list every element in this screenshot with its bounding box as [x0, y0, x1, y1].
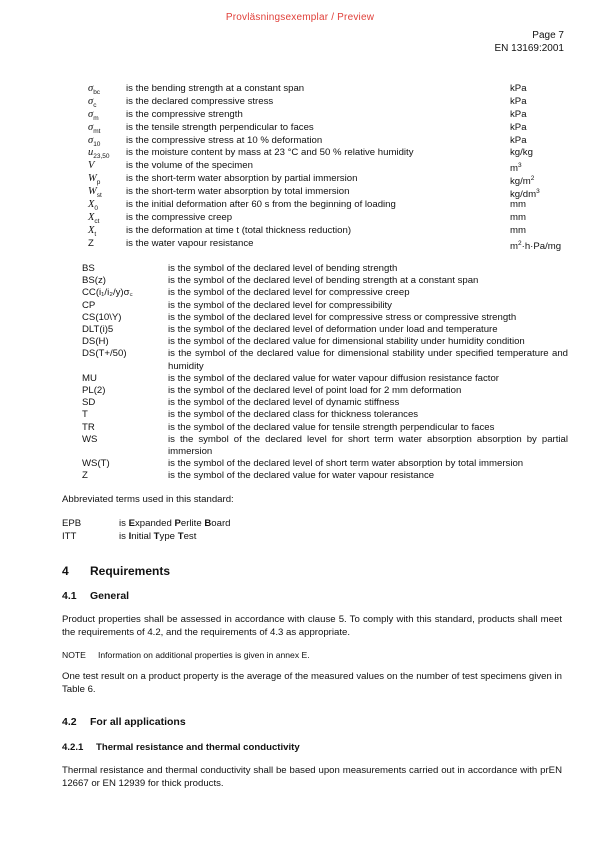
- symbol-unit: [510, 83, 527, 96]
- symbol-row: [88, 83, 568, 96]
- note-label: NOTE: [62, 650, 86, 660]
- symbol-letter: X: [88, 224, 95, 236]
- standard-id: EN 13169:2001: [494, 43, 564, 54]
- paragraph-test-result: One test result on a product property is the average of the measured values on the number of test specimens given in Table 6.: [62, 671, 562, 695]
- symbol-row: [88, 109, 568, 122]
- term-initial: B: [204, 518, 212, 529]
- term-definition: [119, 531, 196, 544]
- level-row: [82, 385, 568, 397]
- section-4-2-heading: [62, 716, 186, 728]
- level-row: [82, 300, 568, 312]
- level-abbreviation: TR: [82, 421, 95, 433]
- level-row: [82, 397, 568, 409]
- level-abbreviation: DS(H): [82, 336, 109, 348]
- symbol-unit: [510, 135, 527, 148]
- level-description: is the symbol of the declared level of point load for 2 mm deformation: [168, 385, 462, 397]
- level-row: [82, 287, 568, 299]
- section-number: 4: [62, 564, 69, 578]
- level-description: is the symbol of the declared class for thickness tolerances: [168, 409, 419, 421]
- term-initial: T: [153, 530, 160, 542]
- section-number: 4.1: [62, 590, 77, 602]
- unit-exponent: 2: [518, 239, 522, 247]
- symbol-letter: u: [88, 147, 94, 159]
- level-row: [82, 373, 568, 385]
- level-row: [82, 458, 568, 470]
- symbol-letter: W: [88, 186, 97, 198]
- symbol-unit: [510, 199, 526, 212]
- symbol-letter: σ: [88, 83, 94, 94]
- term-rest: oard: [211, 518, 231, 529]
- symbol-letter: σ: [88, 134, 94, 146]
- symbol-letter: σ: [88, 108, 94, 120]
- level-description: is the symbol of the declared level for compressive stress or compressive strength: [168, 311, 517, 323]
- symbol-letter: σ: [88, 95, 94, 107]
- level-description: is the symbol of the declared value for tensile strength perpendicular to faces: [168, 421, 495, 433]
- term-prefix: is: [119, 530, 129, 542]
- symbol-description: is the volume of the specimen: [126, 160, 253, 172]
- symbol-letter: V: [88, 160, 95, 172]
- unit-base: mm: [510, 224, 526, 236]
- unit-exponent: 3: [536, 188, 540, 196]
- term-prefix: is: [119, 518, 129, 529]
- level-abbreviation: CS(10\Y): [82, 311, 122, 323]
- symbol-row: [88, 135, 568, 148]
- level-row: [82, 336, 568, 348]
- section-number: 4.2.1: [62, 742, 84, 753]
- level-abbreviation: CP: [82, 299, 96, 311]
- symbol-row: [88, 199, 568, 212]
- unit-exponent: 3: [518, 162, 522, 170]
- symbol-description: is the deformation at time t (total thickness reduction): [126, 224, 352, 236]
- symbol-description: is the bending strength at a constant span: [126, 83, 305, 94]
- symbol-list: [88, 83, 568, 251]
- unit-base: kPa: [510, 108, 527, 120]
- level-description: is the symbol of the declared level of bending strength: [168, 263, 398, 274]
- level-row: [82, 422, 568, 434]
- symbol-subscript: ct: [94, 218, 100, 225]
- level-description: is the symbol of the declared level of bending strength at a constant span: [168, 275, 479, 287]
- level-description: is the symbol of the declared level for short term water absorption absorption by partial immersion: [168, 433, 568, 458]
- symbol-letter: W: [88, 173, 97, 185]
- symbol-subscript: bc: [93, 89, 101, 97]
- symbol-subscript: t: [94, 230, 97, 238]
- symbol-description: is the compressive strength: [126, 108, 243, 120]
- term-initial: P: [174, 518, 181, 529]
- unit-base: kPa: [510, 121, 527, 133]
- term-abbreviation: EPB: [62, 518, 82, 529]
- level-row: [82, 275, 568, 287]
- symbol-row: [88, 147, 568, 160]
- symbol-unit: [510, 147, 533, 160]
- symbol-subscript: 10: [93, 140, 101, 148]
- level-row: [82, 348, 568, 372]
- level-abbreviation: PL(2): [82, 385, 106, 397]
- symbol-unit: [510, 225, 526, 238]
- level-description: is the symbol of the declared value for water vapour diffusion resistance factor: [168, 372, 499, 384]
- section-4-1-heading: [62, 590, 129, 602]
- term-initial: T: [177, 530, 184, 542]
- symbol-subscript: st: [96, 192, 102, 200]
- declared-level-list: [82, 263, 568, 483]
- level-description: is the symbol of the declared value for water vapour resistance: [168, 470, 435, 482]
- unit-base: mm: [510, 211, 526, 223]
- unit-base: kPa: [510, 95, 527, 107]
- unit-exponent: 2: [530, 175, 535, 183]
- symbol-unit: [510, 212, 526, 225]
- symbol-unit: [510, 109, 527, 122]
- section-title: For all applications: [90, 716, 186, 728]
- unit-rest: ·h·Pa/mg: [521, 240, 562, 252]
- section-4-heading: [62, 564, 170, 578]
- level-description: is the symbol of the declared value for dimensional stability under specified temperature and humidity: [168, 348, 568, 372]
- symbol-subscript: 23,50: [93, 153, 110, 161]
- section-4-2-1-heading: [62, 742, 300, 753]
- unit-base: kg/kg: [510, 147, 533, 159]
- level-abbreviation: SD: [82, 397, 96, 409]
- symbol-row: [88, 96, 568, 109]
- symbol-unit: [510, 238, 561, 254]
- level-abbreviation: WS(T): [82, 458, 110, 470]
- section-title: Requirements: [90, 564, 171, 578]
- note: [62, 650, 310, 660]
- level-row: [82, 470, 568, 482]
- symbol-subscript: mt: [93, 127, 101, 135]
- term-rest: ype: [159, 530, 178, 542]
- unit-base: kPa: [510, 134, 527, 146]
- level-row: [82, 312, 568, 324]
- symbol-subscript: 0: [94, 205, 99, 213]
- symbol-letter: σ: [88, 121, 94, 133]
- unit-base: kPa: [510, 83, 527, 94]
- level-row: [82, 263, 568, 275]
- symbol-row: [88, 173, 568, 186]
- level-abbreviation: BS(z): [82, 275, 106, 287]
- page-number: Page 7: [532, 30, 564, 41]
- page-header: [494, 29, 564, 55]
- paragraph-general: Product properties shall be assessed in accordance with clause 5. To comply with this standard, products shall meet the requirements of 4.2, and the requirements of 4.3 as appropriate.: [62, 614, 562, 638]
- symbol-row: [88, 160, 568, 173]
- term-rest: nitial: [131, 530, 154, 542]
- preview-banner: Provläsningsexemplar / Preview: [225, 12, 375, 23]
- symbol-subscript: p: [96, 179, 101, 187]
- abbreviated-terms-intro: Abbreviated terms used in this standard:: [62, 494, 234, 505]
- symbol-description: is the short-term water absorption by total immersion: [126, 186, 350, 198]
- level-abbreviation: WS: [82, 433, 98, 445]
- term-abbreviation: ITT: [62, 530, 77, 542]
- symbol-description: is the initial deformation after 60 s from the beginning of loading: [126, 199, 396, 211]
- symbol: [88, 238, 94, 251]
- term-initial: E: [128, 518, 135, 529]
- term-rest: est: [183, 530, 197, 542]
- section-number: 4.2: [62, 716, 77, 728]
- symbol-row: [88, 225, 568, 238]
- symbol-letter: X: [88, 211, 95, 223]
- unit-base: kg/m: [510, 176, 531, 188]
- symbol-row: [88, 186, 568, 199]
- level-abbreviation: MU: [82, 372, 97, 384]
- symbol-description: is the compressive creep: [126, 211, 233, 223]
- symbol-row: [88, 238, 568, 251]
- symbol-description: is the tensile strength perpendicular to faces: [126, 121, 314, 133]
- symbol-subscript: m: [93, 114, 99, 122]
- level-description: is the symbol of the declared level of deformation under load and temperature: [168, 324, 498, 336]
- symbol-unit: [510, 122, 527, 135]
- symbol-letter: X: [88, 199, 95, 211]
- term-definition: [119, 518, 231, 531]
- unit-base: m: [510, 240, 518, 252]
- level-description: is the symbol of the declared level for compressive creep: [168, 287, 410, 299]
- unit-base: mm: [510, 199, 526, 211]
- paragraph-thermal: Thermal resistance and thermal conductivity shall be based upon measurements carried out in accordance with prEN 12667 or EN 12939 for thick products.: [62, 765, 562, 789]
- symbol-description: is the declared compressive stress: [126, 95, 274, 107]
- level-abbreviation: CC(i₁/i₂/y)σ꜀: [82, 287, 133, 299]
- level-row: [82, 409, 568, 421]
- term-rest: xpanded: [135, 518, 175, 529]
- symbol-description: is the water vapour resistance: [126, 237, 254, 249]
- level-row: [82, 324, 568, 336]
- note-text: Information on additional properties is given in annex E.: [98, 650, 310, 660]
- symbol-unit: [510, 96, 527, 109]
- level-row: [82, 434, 568, 458]
- level-abbreviation: BS: [82, 263, 95, 274]
- symbol-row: [88, 122, 568, 135]
- level-description: is the symbol of the declared level of short term water absorption by total immersion: [168, 458, 524, 470]
- symbol-description: is the moisture content by mass at 23 °C and 50 % relative humidity: [126, 147, 414, 159]
- level-description: is the symbol of the declared level for compressibility: [168, 299, 392, 311]
- level-description: is the symbol of the declared level of dynamic stiffness: [168, 397, 400, 409]
- level-abbreviation: DLT(i)5: [82, 324, 114, 336]
- term-rest: erlite: [180, 518, 205, 529]
- unit-base: m: [510, 163, 518, 175]
- symbol-description: is the short-term water absorption by partial immersion: [126, 173, 358, 185]
- symbol: [88, 160, 94, 173]
- symbol-letter: Z: [88, 237, 94, 249]
- level-description: is the symbol of the declared value for dimensional stability under humidity condition: [168, 336, 525, 348]
- level-abbreviation: Z: [82, 470, 88, 482]
- level-abbreviation: DS(T+/50): [82, 348, 127, 360]
- level-abbreviation: T: [82, 409, 88, 421]
- symbol-row: [88, 212, 568, 225]
- section-title: General: [90, 590, 130, 602]
- term-initial: I: [128, 530, 132, 542]
- section-title: Thermal resistance and thermal conductivity: [96, 742, 300, 753]
- unit-base: kg/dm: [510, 189, 537, 201]
- symbol-description: is the compressive stress at 10 % deformation: [126, 134, 323, 146]
- symbol-subscript: c: [93, 101, 97, 109]
